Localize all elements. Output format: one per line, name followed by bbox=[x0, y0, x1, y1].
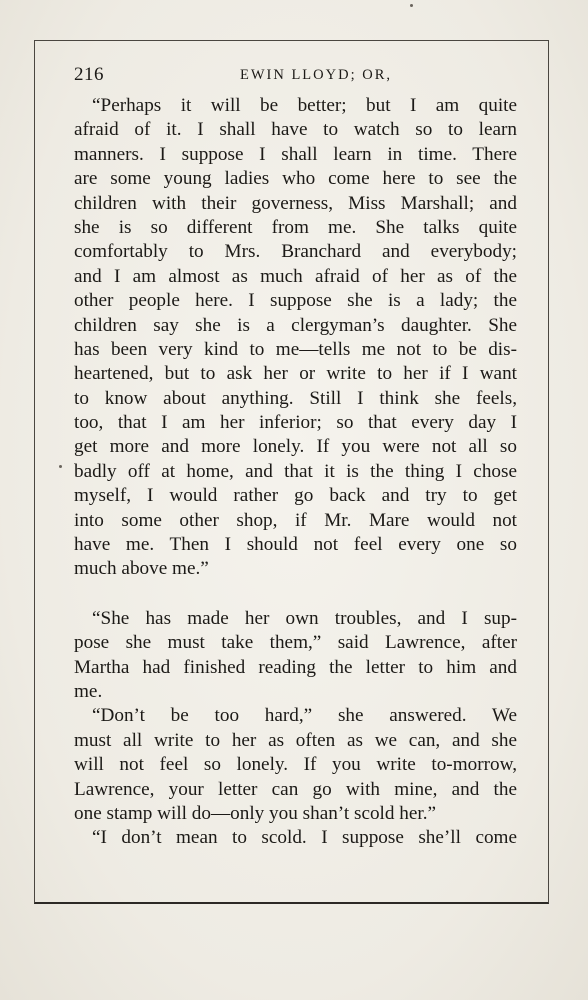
text-line: “I don’t mean to scold. I suppose she’ll come bbox=[92, 827, 517, 849]
running-head: EWIN LLOYD; OR, bbox=[239, 67, 393, 83]
text-line: comfortably to Mrs. Branchard and everybody; bbox=[74, 241, 517, 263]
text-line: to know about anything. Still I think she feels, bbox=[74, 387, 517, 409]
text-line: “Perhaps it will be better; but I am quite bbox=[92, 95, 517, 116]
text-line: myself, I would rather go back and try to get bbox=[74, 485, 517, 507]
text-line: children say she is a clergyman’s daughter. She bbox=[74, 314, 517, 336]
text-line: afraid of it. I shall have to watch so to learn bbox=[74, 119, 517, 141]
text-line: Lawrence, your letter can go with mine, and the bbox=[74, 778, 517, 800]
text-line: has been very kind to me—tells me not to be dis- bbox=[74, 338, 517, 360]
text-line: must all write to her as often as we can, and she bbox=[74, 729, 517, 751]
text-line: into some other shop, if Mr. Mare would not bbox=[74, 509, 517, 531]
text-line: pose she must take them,” said Lawrence, after bbox=[74, 632, 517, 654]
text-line: Martha had finished reading the letter to him and bbox=[74, 656, 517, 678]
text-line: badly off at home, and that it is the thing I chose bbox=[74, 460, 517, 482]
speck-mark bbox=[410, 4, 413, 7]
text-line: “Don’t be too hard,” she answered. We bbox=[92, 705, 517, 727]
text-line: and I am almost as much afraid of her as of the bbox=[74, 265, 517, 287]
text-line: much above me.” bbox=[74, 558, 209, 580]
body-text bbox=[74, 94, 517, 851]
text-line: children with their governess, Miss Marshall; and bbox=[74, 192, 517, 214]
text-line: will not feel so lonely. If you write to-morrow, bbox=[74, 754, 517, 776]
text-line: heartened, but to ask her or write to her if I want bbox=[74, 363, 517, 385]
text-line: are some young ladies who come here to see the bbox=[74, 168, 517, 190]
page-number: 216 bbox=[74, 64, 104, 85]
text-line: too, that I am her inferior; so that every day I bbox=[74, 412, 517, 434]
text-line: me. bbox=[74, 680, 103, 702]
text-line: get more and more lonely. If you were not all so bbox=[74, 436, 517, 458]
text-line: she is so different from me. She talks quite bbox=[74, 216, 517, 238]
text-line: one stamp will do—only you shan’t scold her.” bbox=[74, 802, 437, 824]
text-line: manners. I suppose I shall learn in time. There bbox=[74, 143, 517, 165]
paragraph-gap bbox=[74, 582, 517, 607]
text-line: other people here. I suppose she is a lady; the bbox=[74, 290, 517, 312]
text-line: “She has made her own troubles, and I sup- bbox=[92, 607, 517, 629]
text-line: have me. Then I should not feel every one so bbox=[74, 534, 517, 556]
page-header bbox=[74, 64, 520, 90]
